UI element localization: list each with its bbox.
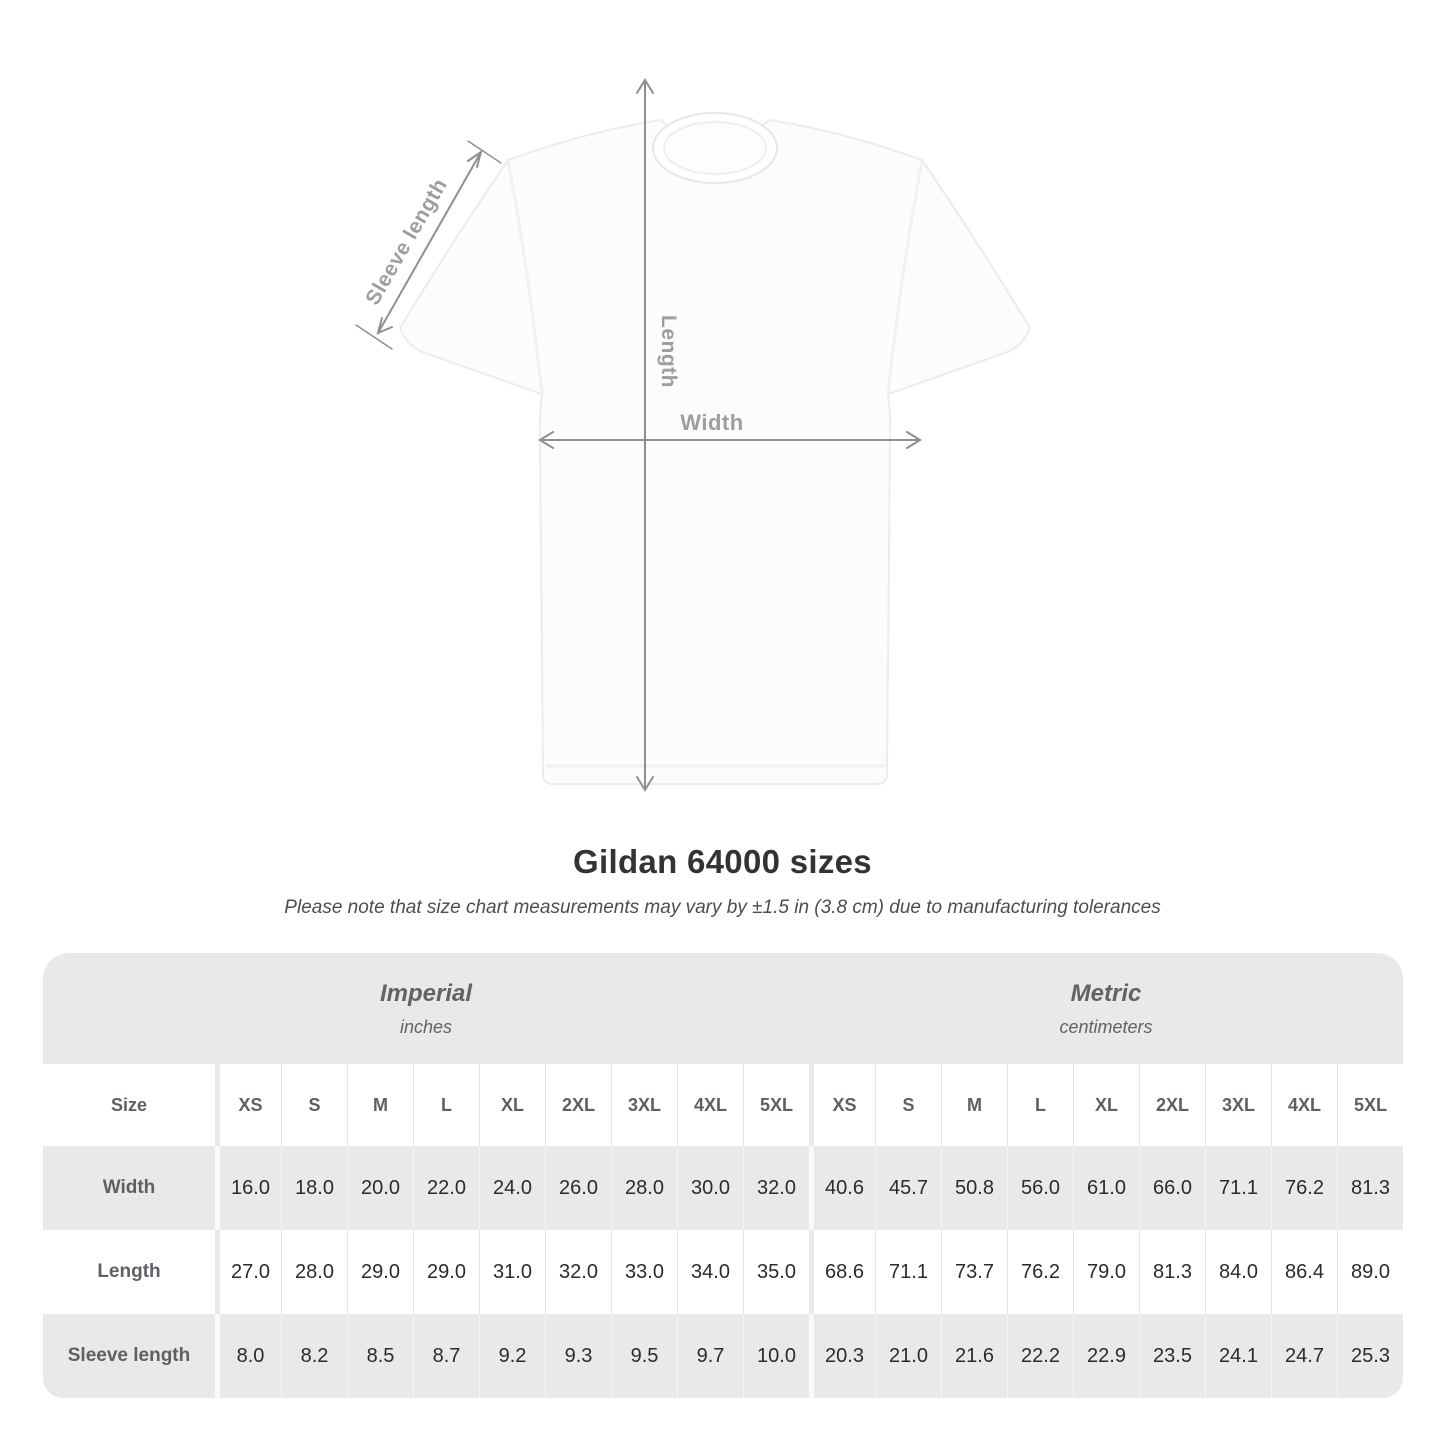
table-row-sleeve-length (43, 1314, 1403, 1398)
size-column-header: XS (215, 1064, 281, 1146)
table-row-width (43, 1146, 1403, 1230)
sleeve-value-cell: 23.5 (1139, 1314, 1205, 1398)
width-value-cell: 50.8 (941, 1146, 1007, 1230)
length-value-cell: 76.2 (1007, 1230, 1073, 1314)
length-value-cell: 27.0 (215, 1230, 281, 1314)
tshirt-body-shape (400, 120, 1030, 784)
tshirt-measurement-diagram (340, 60, 1040, 820)
width-value-cell: 40.6 (809, 1146, 875, 1230)
page-title: Gildan 64000 sizes (573, 843, 872, 880)
size-column-header: 2XL (1139, 1064, 1205, 1146)
imperial-group-unit: inches (399, 1016, 453, 1037)
metric-group-label: Metric (1070, 979, 1142, 1007)
width-value-cell: 22.0 (413, 1146, 479, 1230)
sleeve-value-cell: 9.7 (677, 1314, 743, 1398)
sleeve-value-cell: 8.5 (347, 1314, 413, 1398)
width-value-cell: 28.0 (611, 1146, 677, 1230)
sleeve-value-cell: 21.6 (941, 1314, 1007, 1398)
length-value-cell: 29.0 (347, 1230, 413, 1314)
sleeve-value-cell: 8.2 (281, 1314, 347, 1398)
length-value-cell: 29.0 (413, 1230, 479, 1314)
sleeve-value-cell: 20.3 (809, 1314, 875, 1398)
size-header-label: Size (110, 1094, 148, 1115)
width-diagram-label: Width (680, 410, 744, 435)
size-column-header: 4XL (1271, 1064, 1337, 1146)
length-value-cell: 35.0 (743, 1230, 809, 1314)
width-value-cell: 16.0 (215, 1146, 281, 1230)
sleeve-value-cell: 25.3 (1337, 1314, 1403, 1398)
metric-group-header (809, 953, 1403, 1064)
sleeve-value-cell: 21.0 (875, 1314, 941, 1398)
size-column-header: XL (1073, 1064, 1139, 1146)
size-column-header: S (281, 1064, 347, 1146)
length-value-cell: 79.0 (1073, 1230, 1139, 1314)
sleeve-value-cell: 9.5 (611, 1314, 677, 1398)
sleeve-value-cell: 24.7 (1271, 1314, 1337, 1398)
length-value-cell: 81.3 (1139, 1230, 1205, 1314)
length-diagram-label: Length (657, 314, 680, 388)
size-column-header: S (875, 1064, 941, 1146)
size-column-header: M (941, 1064, 1007, 1146)
width-value-cell: 66.0 (1139, 1146, 1205, 1230)
sleeve-value-cell: 22.2 (1007, 1314, 1073, 1398)
width-value-cell: 61.0 (1073, 1146, 1139, 1230)
width-value-cell: 32.0 (743, 1146, 809, 1230)
length-value-cell: 84.0 (1205, 1230, 1271, 1314)
width-value-cell: 76.2 (1271, 1146, 1337, 1230)
width-value-cell: 20.0 (347, 1146, 413, 1230)
sleeve-value-cell: 9.2 (479, 1314, 545, 1398)
length-value-cell: 71.1 (875, 1230, 941, 1314)
sleeve-value-cell: 8.7 (413, 1314, 479, 1398)
table-row-length (43, 1230, 1403, 1314)
size-column-header: XL (479, 1064, 545, 1146)
width-value-cell: 30.0 (677, 1146, 743, 1230)
sleeve-value-cell: 22.9 (1073, 1314, 1139, 1398)
size-chart-table (43, 953, 1403, 1398)
size-column-header: 5XL (1337, 1064, 1403, 1146)
width-value-cell: 56.0 (1007, 1146, 1073, 1230)
size-column-header: 3XL (611, 1064, 677, 1146)
width-value-cell: 26.0 (545, 1146, 611, 1230)
row-label-width: Width (102, 1177, 156, 1198)
length-value-cell: 86.4 (1271, 1230, 1337, 1314)
imperial-group-label: Imperial (379, 979, 473, 1007)
size-column-header: XS (809, 1064, 875, 1146)
row-label-sleeve-length: Sleeve length (67, 1345, 191, 1366)
metric-group-unit: centimeters (1059, 1016, 1153, 1037)
imperial-group-header (43, 953, 809, 1064)
length-value-cell: 31.0 (479, 1230, 545, 1314)
length-value-cell: 68.6 (809, 1230, 875, 1314)
size-column-header: 3XL (1205, 1064, 1271, 1146)
sleeve-value-cell: 9.3 (545, 1314, 611, 1398)
width-value-cell: 18.0 (281, 1146, 347, 1230)
width-value-cell: 71.1 (1205, 1146, 1271, 1230)
length-value-cell: 34.0 (677, 1230, 743, 1314)
size-column-header: 5XL (743, 1064, 809, 1146)
sleeve-length-diagram-label: Sleeve length (361, 174, 452, 309)
size-header-row (43, 1064, 1403, 1146)
size-column-header: 4XL (677, 1064, 743, 1146)
tshirt-collar-inner (664, 122, 766, 174)
size-column-header: 2XL (545, 1064, 611, 1146)
tolerance-note: Please note that size chart measurements may vary by ±1.5 in (3.8 cm) due to manufacturing tolerances (284, 897, 1161, 918)
size-column-header: L (413, 1064, 479, 1146)
sleeve-value-cell: 24.1 (1205, 1314, 1271, 1398)
length-value-cell: 33.0 (611, 1230, 677, 1314)
length-value-cell: 73.7 (941, 1230, 1007, 1314)
length-value-cell: 89.0 (1337, 1230, 1403, 1314)
width-value-cell: 24.0 (479, 1146, 545, 1230)
width-value-cell: 45.7 (875, 1146, 941, 1230)
row-label-length: Length (97, 1261, 161, 1282)
unit-group-header (43, 953, 1403, 1064)
length-value-cell: 32.0 (545, 1230, 611, 1314)
length-value-cell: 28.0 (281, 1230, 347, 1314)
width-value-cell: 81.3 (1337, 1146, 1403, 1230)
size-column-header: L (1007, 1064, 1073, 1146)
sleeve-value-cell: 8.0 (215, 1314, 281, 1398)
sleeve-value-cell: 10.0 (743, 1314, 809, 1398)
size-column-header: M (347, 1064, 413, 1146)
